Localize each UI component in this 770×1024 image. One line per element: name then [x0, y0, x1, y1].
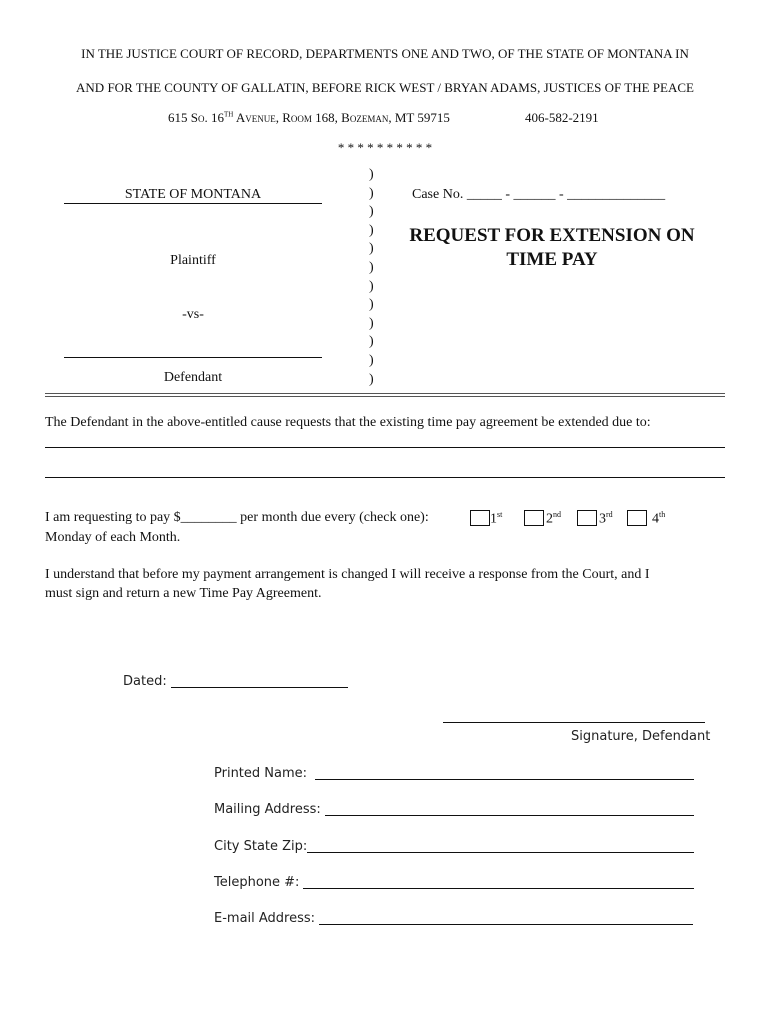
- caption-rule-bottom: [45, 396, 725, 397]
- email-address-field[interactable]: [319, 924, 693, 925]
- court-phone: 406-582-2191: [525, 110, 599, 125]
- mailing-address-label: Mailing Address:: [214, 802, 321, 817]
- reason-line-1[interactable]: [45, 447, 725, 448]
- option-1st-label: 1st: [490, 510, 503, 527]
- plaintiff-label: Plaintiff: [170, 253, 216, 268]
- mailing-address-field[interactable]: [325, 815, 694, 816]
- reason-line-2[interactable]: [45, 477, 725, 478]
- understand-line2: must sign and return a new Time Pay Agreement.: [45, 586, 322, 601]
- defendant-name-field[interactable]: [64, 357, 322, 358]
- signature-field[interactable]: [443, 722, 705, 723]
- checkbox-2nd[interactable]: [524, 510, 544, 526]
- defendant-label: Defendant: [163, 370, 223, 385]
- city-state-zip-label: City State Zip:: [214, 839, 308, 854]
- email-address-label: E-mail Address:: [214, 911, 316, 926]
- plaintiff-name: STATE OF MONTANA: [64, 187, 322, 204]
- court-header-line1: IN THE JUSTICE COURT OF RECORD, DEPARTMENTS ONE AND TWO, OF THE STATE OF MONTANA IN: [81, 46, 689, 61]
- telephone-field[interactable]: [303, 888, 694, 889]
- vs-label: -vs-: [182, 307, 204, 322]
- printed-name-field[interactable]: [315, 779, 694, 780]
- telephone-label: Telephone #:: [214, 875, 300, 890]
- case-number-field[interactable]: Case No. _____ - ______ - ______________: [412, 187, 666, 202]
- understand-line1: I understand that before my payment arrangement is changed I will receive a response from the Court, and I: [45, 567, 650, 582]
- printed-name-label: Printed Name:: [214, 766, 308, 781]
- signature-label: Signature, Defendant: [571, 729, 711, 744]
- option-2nd-label: 2nd: [546, 510, 561, 527]
- option-3rd-label: 3rd: [599, 510, 613, 527]
- option-4th-label: 4th: [652, 510, 666, 527]
- court-address: 615 So. 16TH Avenue, Room 168, Bozeman, MT 59715: [168, 110, 450, 125]
- checkbox-1st[interactable]: [470, 510, 490, 526]
- dated-field[interactable]: [171, 687, 348, 688]
- document-title: [390, 224, 714, 272]
- caption-rule-top: [45, 393, 725, 394]
- title-line1: REQUEST FOR EXTENSION ON: [409, 225, 695, 246]
- checkbox-4th[interactable]: [627, 510, 647, 526]
- court-header-line2: AND FOR THE COUNTY OF GALLATIN, BEFORE RICK WEST / BRYAN ADAMS, JUSTICES OF THE PEACE: [76, 80, 694, 95]
- reason-text: The Defendant in the above-entitled cause requests that the existing time pay agreement be extended due to:: [45, 415, 651, 430]
- caption-parens: ) ) ) ) ) ) ) ) ) ) ) ): [369, 167, 374, 387]
- dated-label: Dated:: [123, 674, 167, 689]
- checkbox-3rd[interactable]: [577, 510, 597, 526]
- pay-amount-text: I am requesting to pay $________ per month due every (check one):: [45, 510, 429, 525]
- city-state-zip-field[interactable]: [307, 852, 694, 853]
- separator-stars: * * * * * * * * * *: [337, 140, 433, 155]
- title-line2: TIME PAY: [506, 249, 598, 270]
- pay-monday-text: Monday of each Month.: [45, 530, 181, 545]
